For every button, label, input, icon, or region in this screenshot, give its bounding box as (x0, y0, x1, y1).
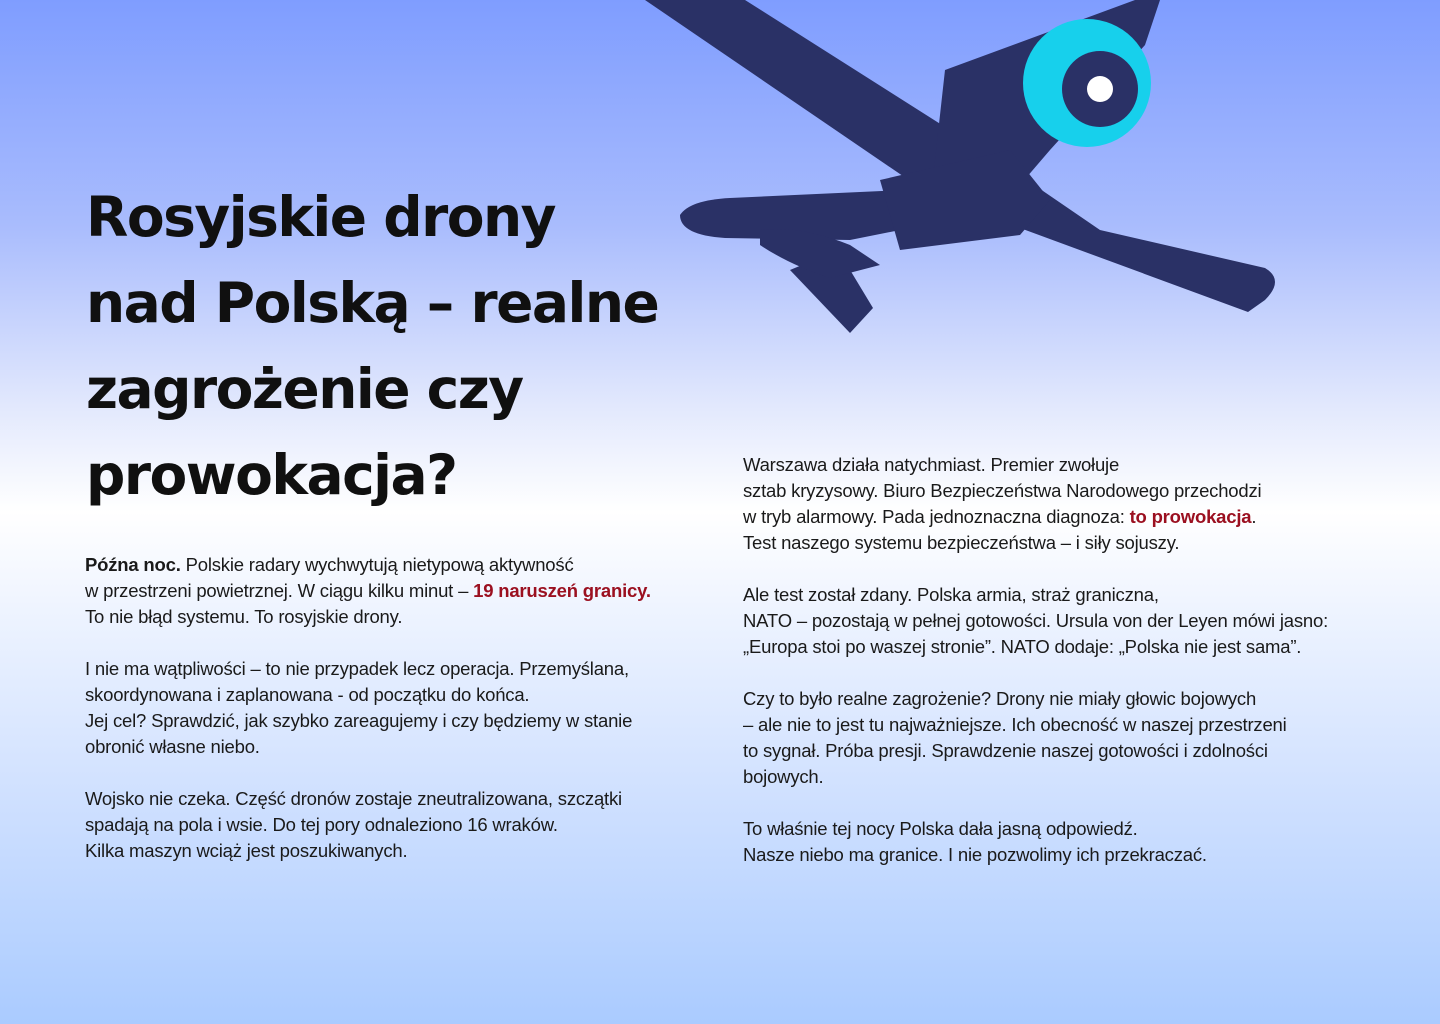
text-line (85, 578, 705, 604)
paragraph-army (85, 786, 705, 864)
right-article-column (743, 452, 1403, 894)
title-line: Rosyjskie drony (86, 185, 555, 249)
paragraph-conclusion (743, 816, 1403, 868)
text-line (743, 504, 1403, 530)
left-article-column (85, 552, 705, 890)
text-line: NATO – pozostają w pełnej gotowości. Ursula von der Leyen mówi jasno: (743, 610, 1329, 631)
text-line: Ale test został zdany. Polska armia, straż graniczna, (743, 584, 1159, 605)
text-fragment: w przestrzeni powietrznej. W ciągu kilku minut – (85, 580, 474, 601)
text-line: Warszawa działa natychmiast. Premier zwołuje (743, 454, 1120, 475)
text-line: skoordynowana i zaplanowana - od początku do końca. (85, 684, 530, 705)
text-line: Test naszego systemu bezpieczeństwa – i siły sojuszy. (743, 532, 1180, 553)
text-line: to sygnał. Próba presji. Sprawdzenie naszej gotowości i zdolności (743, 740, 1268, 761)
title-line: prowokacja? (86, 443, 457, 507)
title-line: zagrożenie czy (86, 357, 523, 421)
drone-plane-body (645, 0, 1275, 333)
text-line: Kilka maszyn wciąż jest poszukiwanych. (85, 840, 408, 861)
text-line: „Europa stoi po waszej stronie”. NATO dodaje: „Polska nie jest sama”. (743, 636, 1302, 657)
highlight-provocation: to prowokacja (1129, 506, 1252, 527)
text-line: spadają na pola i wsie. Do tej pory odnaleziono 16 wraków. (85, 814, 558, 835)
text-line: – ale nie to jest tu najważniejsze. Ich obecność w naszej przestrzeni (743, 714, 1287, 735)
highlight-violations: 19 naruszeń granicy. (473, 580, 651, 601)
text-line: To właśnie tej nocy Polska dała jasną odpowiedź. (743, 818, 1138, 839)
text-line (85, 552, 705, 578)
text-line: I nie ma wątpliwości – to nie przypadek lecz operacja. Przemyślana, (85, 658, 629, 679)
page-title (86, 174, 726, 518)
text-fragment: Polskie radary wychwytują nietypową aktywność (180, 554, 574, 575)
paragraph-intro (85, 552, 705, 630)
text-line: Nasze niebo ma granice. I nie pozwolimy ich przekraczać. (743, 844, 1207, 865)
text-line: To nie błąd systemu. To rosyjskie drony. (85, 606, 403, 627)
text-line: obronić własne niebo. (85, 736, 260, 757)
paragraph-test (743, 582, 1403, 660)
paragraph-threat (743, 686, 1403, 790)
text-line: sztab kryzysowy. Biuro Bezpieczeństwa Narodowego przechodzi (743, 480, 1262, 501)
text-line: bojowych. (743, 766, 824, 787)
text-line: Wojsko nie czeka. Część dronów zostaje zneutralizowana, szczątki (85, 788, 622, 809)
text-line: Czy to było realne zagrożenie? Drony nie miały głowic bojowych (743, 688, 1257, 709)
text-fragment: . (1251, 506, 1257, 527)
paragraph-warsaw (743, 452, 1403, 556)
text-fragment: w tryb alarmowy. Pada jednoznaczna diagnoza: (743, 506, 1130, 527)
text-line: Jej cel? Sprawdzić, jak szybko zareagujemy i czy będziemy w stanie (85, 710, 633, 731)
title-line: nad Polską – realne (86, 271, 659, 335)
lead-in: Późna noc. (85, 554, 181, 575)
roundel-icon (1023, 19, 1151, 147)
paragraph-operation (85, 656, 705, 760)
